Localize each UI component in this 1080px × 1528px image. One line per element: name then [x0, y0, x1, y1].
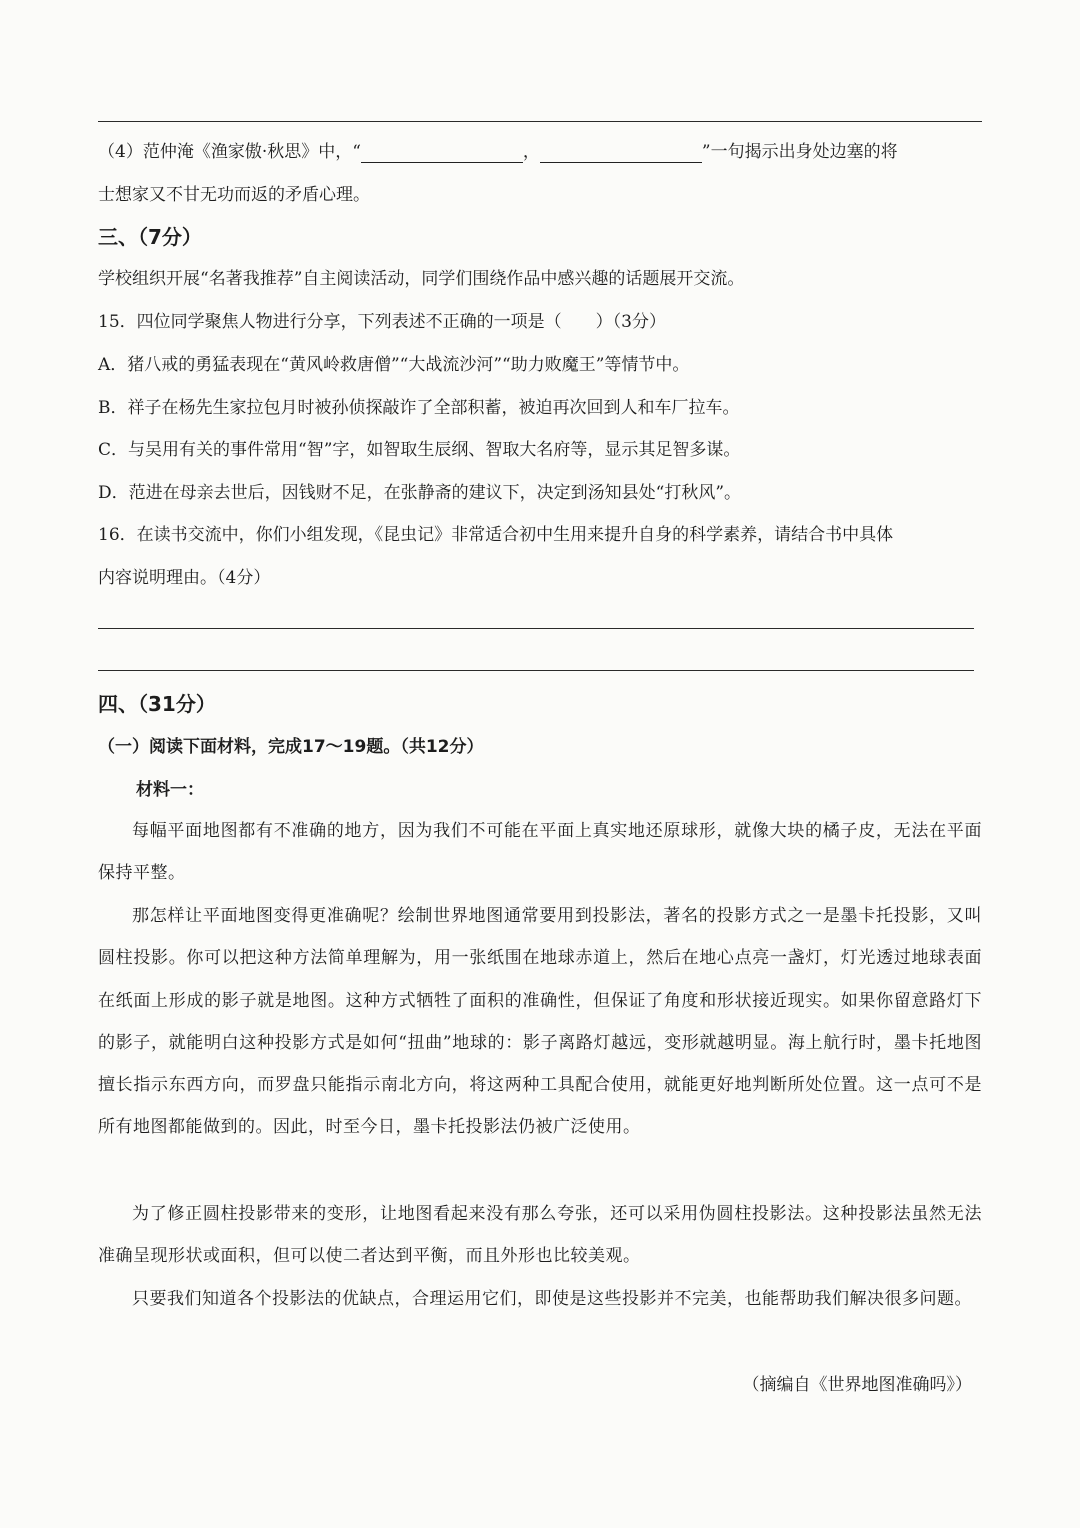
top-answer-line [98, 121, 982, 122]
section-3-heading: 三、（7分） [98, 225, 202, 249]
question-15-stem: 15．四位同学聚焦人物进行分享，下列表述不正确的一项是（ ）（3分） [98, 312, 666, 332]
material-paragraph-4: 只要我们知道各个投影法的优缺点，合理运用它们，即使是这些投影并不完美，也能帮助我们解决很多问题。 [132, 1289, 972, 1309]
option-c: C．与吴用有关的事件常用“智”字，如智取生辰纲、智取大名府等，显示其足智多谋。 [98, 440, 741, 460]
answer-blank-2[interactable] [540, 144, 702, 163]
option-d: D．范进在母亲去世后，因钱财不足，在张静斋的建议下，决定到汤知县处“打秋风”。 [98, 483, 742, 503]
section-4-subheading: （一）阅读下面材料，完成17～19题。（共12分） [98, 737, 484, 757]
answer-line-2[interactable] [98, 670, 974, 671]
q14-4-comma: ， [522, 142, 540, 162]
q14-4-suffix: ”一句揭示出身处边塞的将 [701, 142, 898, 162]
question-16-line2: 内容说明理由。（4分） [98, 568, 271, 588]
option-a: A．猪八戒的勇猛表现在“黄风岭救唐僧”“大战流沙河”“助力败魔王”等情节中。 [98, 355, 690, 375]
option-b: B．祥子在杨先生家拉包月时被孙侦探敲诈了全部积蓄，被迫再次回到人和车厂拉车。 [98, 398, 740, 418]
source-citation: （摘编自《世界地图准确吗》） [742, 1375, 972, 1395]
section-4-heading: 四、（31分） [98, 692, 216, 716]
section-3-intro: 学校组织开展“名著我推荐”自主阅读活动，同学们围绕作品中感兴趣的话题展开交流。 [98, 269, 745, 289]
answer-line-1[interactable] [98, 628, 974, 629]
material-paragraph-3: 为了修正圆柱投影带来的变形，让地图看起来没有那么夸张，还可以采用伪圆柱投影法。这种投影法虽然无法准确呈现形状或面积，但可以使二者达到平衡，而且外形也比较美观。 [98, 1204, 982, 1267]
material-paragraph-2: 那怎样让平面地图变得更准确呢？绘制世界地图通常要用到投影法，著名的投影方式之一是墨卡托投影，又叫圆柱投影。你可以把这种方法简单理解为，用一张纸围在地球赤道上，然后在地心点亮一盏灯，灯光透过地球表面在纸面上形成的影子就是地图。这种方式牺牲了面积的准确性，但保证了角度和形状接近现实。如果你留意路灯下的影子，就能明白这种投影方式是如何“扭曲”地球的：影子离路灯越远，变形就越明显。海上航行时，墨卡托地图擅长指示东西方向，而罗盘只能指示南北方向，将这两种工具配合使用，就能更好地判断所处位置。这一点可不是所有地图都能做到的。因此，时至今日，墨卡托投影法仍被广泛使用。 [98, 906, 982, 1138]
material-paragraph-1: 每幅平面地图都有不准确的地方，因为我们不可能在平面上真实地还原球形，就像大块的橘子皮，无法在平面保持平整。 [98, 821, 982, 884]
q14-4-prefix: （4）范仲淹《渔家傲·秋思》中，“ [98, 142, 361, 162]
material-1-label: 材料一： [136, 780, 204, 800]
question-14-4 [98, 141, 898, 163]
question-16-line1: 16．在读书交流中，你们小组发现，《昆虫记》非常适合初中生用来提升自身的科学素养，请结合书中具体 [98, 525, 894, 545]
question-14-4-continued: 士想家又不甘无功而返的矛盾心理。 [98, 185, 370, 205]
answer-blank-1[interactable] [361, 144, 523, 163]
